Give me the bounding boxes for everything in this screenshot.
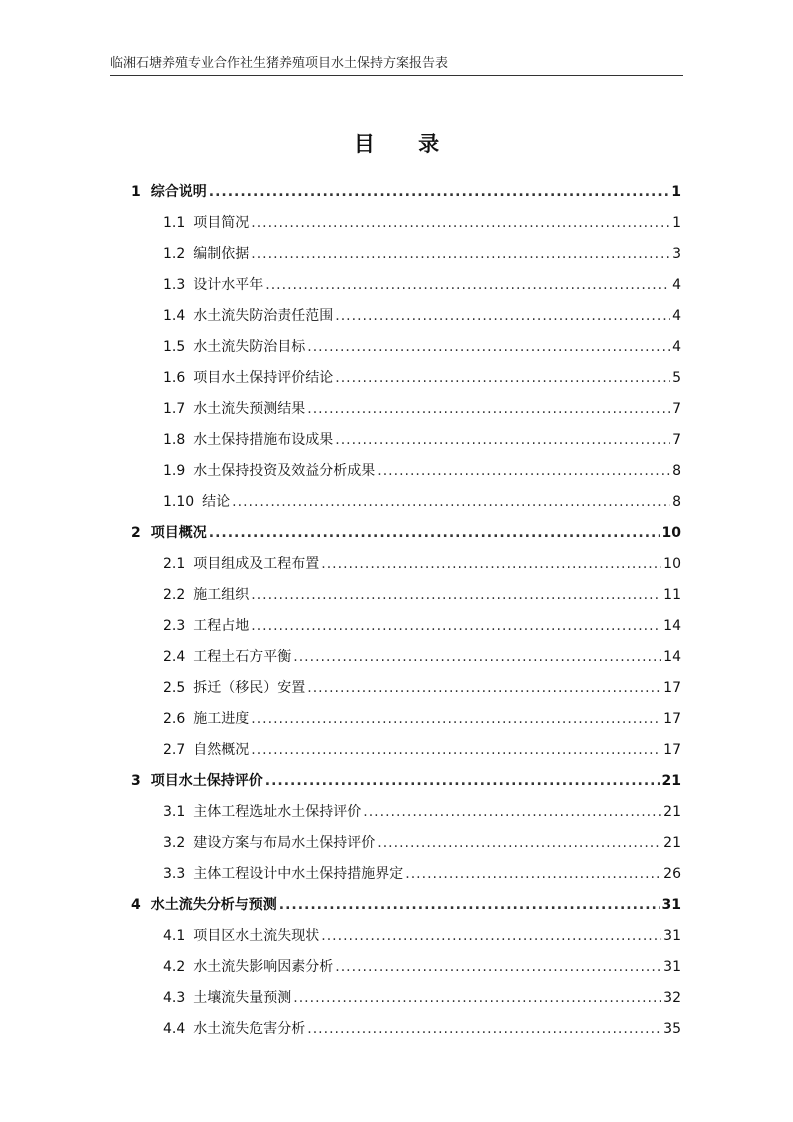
toc-page-number: 7 bbox=[672, 432, 681, 448]
toc-dot-leader bbox=[209, 183, 670, 201]
toc-entry-number: 4 bbox=[131, 897, 141, 913]
toc-section-entry[interactable] bbox=[131, 608, 681, 639]
toc-entry-number: 2.1 bbox=[163, 556, 186, 572]
toc-entry-title: 施工进度 bbox=[193, 711, 250, 727]
toc-page-number: 21 bbox=[663, 835, 681, 851]
toc-entry-number: 4.4 bbox=[163, 1021, 186, 1037]
toc-page-number: 1 bbox=[671, 184, 681, 200]
toc-dot-leader bbox=[307, 679, 661, 697]
toc-section-entry[interactable] bbox=[131, 205, 681, 236]
toc-dot-leader bbox=[251, 214, 670, 232]
toc-page-number: 8 bbox=[672, 463, 681, 479]
toc-page-number: 4 bbox=[672, 277, 681, 293]
toc-page-number: 7 bbox=[672, 401, 681, 417]
toc-entry-number: 2.4 bbox=[163, 649, 186, 665]
toc-page-number: 5 bbox=[672, 370, 681, 386]
toc-entry-title: 项目水土保持评价结论 bbox=[193, 370, 334, 386]
toc-dot-leader bbox=[251, 245, 670, 263]
toc-section-entry[interactable] bbox=[131, 484, 681, 515]
toc-dot-leader bbox=[251, 617, 661, 635]
toc-entry-title: 土壤流失量预测 bbox=[193, 990, 292, 1006]
toc-section-entry[interactable] bbox=[131, 298, 681, 329]
toc-page-number: 17 bbox=[663, 711, 681, 727]
toc-page-number: 21 bbox=[663, 804, 681, 820]
toc-dot-leader bbox=[251, 586, 661, 604]
toc-dot-leader bbox=[377, 462, 670, 480]
toc-entry-title: 工程土石方平衡 bbox=[193, 649, 292, 665]
toc-entry-number: 1.3 bbox=[163, 277, 186, 293]
toc-entry-number: 2.5 bbox=[163, 680, 186, 696]
toc-entry-title: 项目水土保持评价 bbox=[150, 773, 263, 789]
toc-entry-title: 项目概况 bbox=[150, 525, 207, 541]
toc-dot-leader bbox=[251, 710, 661, 728]
toc-section-entry[interactable] bbox=[131, 949, 681, 980]
toc-page-number: 8 bbox=[672, 494, 681, 510]
toc-entry-number: 1.5 bbox=[163, 339, 186, 355]
toc-dot-leader bbox=[321, 927, 661, 945]
toc-section-entry[interactable] bbox=[131, 329, 681, 360]
toc-section-entry[interactable] bbox=[131, 267, 681, 298]
toc-entry-number: 4.2 bbox=[163, 959, 186, 975]
toc-chapter-entry[interactable] bbox=[131, 763, 681, 794]
toc-entry-number: 3.3 bbox=[163, 866, 186, 882]
toc-section-entry[interactable] bbox=[131, 1011, 681, 1042]
toc-entry-number: 1.7 bbox=[163, 401, 186, 417]
toc-entry-title: 编制依据 bbox=[193, 246, 250, 262]
toc-entry-title: 项目区水土流失现状 bbox=[193, 928, 320, 944]
toc-page-number: 10 bbox=[661, 525, 681, 541]
toc-entry-title: 结论 bbox=[202, 494, 231, 510]
toc-dot-leader bbox=[335, 958, 661, 976]
toc-dot-leader bbox=[335, 369, 670, 387]
toc-dot-leader bbox=[293, 648, 661, 666]
toc-entry-number: 1.4 bbox=[163, 308, 186, 324]
toc-dot-leader bbox=[335, 431, 670, 449]
toc-entry-title: 建设方案与布局水土保持评价 bbox=[193, 835, 376, 851]
toc-section-entry[interactable] bbox=[131, 794, 681, 825]
toc-page-number: 4 bbox=[672, 308, 681, 324]
toc-page-number: 31 bbox=[663, 959, 681, 975]
toc-entry-title: 拆迁（移民）安置 bbox=[193, 680, 306, 696]
toc-section-entry[interactable] bbox=[131, 980, 681, 1011]
toc-page-number: 14 bbox=[663, 618, 681, 634]
toc-entry-number: 2.3 bbox=[163, 618, 186, 634]
toc-dot-leader bbox=[307, 338, 670, 356]
toc-section-entry[interactable] bbox=[131, 639, 681, 670]
toc-chapter-entry[interactable] bbox=[131, 887, 681, 918]
toc-entry-title: 主体工程选址水土保持评价 bbox=[193, 804, 362, 820]
toc-dot-leader bbox=[377, 834, 661, 852]
toc-entry-number: 1.2 bbox=[163, 246, 186, 262]
toc-dot-leader bbox=[232, 493, 670, 511]
toc-section-entry[interactable] bbox=[131, 391, 681, 422]
toc-section-entry[interactable] bbox=[131, 701, 681, 732]
toc-entry-title: 水土保持措施布设成果 bbox=[193, 432, 334, 448]
toc-page-number: 1 bbox=[672, 215, 681, 231]
toc-section-entry[interactable] bbox=[131, 577, 681, 608]
toc-entry-title: 水土流失影响因素分析 bbox=[193, 959, 334, 975]
toc-entry-title: 施工组织 bbox=[193, 587, 250, 603]
toc-entry-title: 设计水平年 bbox=[193, 277, 264, 293]
toc-entry-title: 水土流失危害分析 bbox=[193, 1021, 306, 1037]
toc-entry-title: 项目组成及工程布置 bbox=[193, 556, 320, 572]
toc-entry-title: 工程占地 bbox=[193, 618, 250, 634]
toc-page-number: 3 bbox=[672, 246, 681, 262]
toc-entry-number: 2 bbox=[131, 525, 141, 541]
toc-section-entry[interactable] bbox=[131, 422, 681, 453]
toc-dot-leader bbox=[265, 772, 660, 790]
toc-section-entry[interactable] bbox=[131, 732, 681, 763]
toc-entry-number: 3 bbox=[131, 773, 141, 789]
toc-entry-title: 综合说明 bbox=[150, 184, 207, 200]
toc-page-number: 4 bbox=[672, 339, 681, 355]
toc-dot-leader bbox=[363, 803, 661, 821]
toc-page-number: 35 bbox=[663, 1021, 681, 1037]
toc-dot-leader bbox=[279, 896, 660, 914]
toc-dot-leader bbox=[265, 276, 670, 294]
table-of-contents bbox=[131, 174, 681, 1042]
toc-entry-number: 1.6 bbox=[163, 370, 186, 386]
toc-page-number: 31 bbox=[663, 928, 681, 944]
toc-entry-title: 水土流失防治责任范围 bbox=[193, 308, 334, 324]
toc-entry-number: 2.6 bbox=[163, 711, 186, 727]
toc-dot-leader bbox=[209, 524, 660, 542]
toc-page-number: 32 bbox=[663, 990, 681, 1006]
toc-page-number: 11 bbox=[663, 587, 681, 603]
toc-entry-title: 项目简况 bbox=[193, 215, 250, 231]
toc-entry-title: 主体工程设计中水土保持措施界定 bbox=[193, 866, 404, 882]
toc-page-number: 26 bbox=[663, 866, 681, 882]
toc-dot-leader bbox=[251, 741, 661, 759]
toc-entry-title: 水土流失防治目标 bbox=[193, 339, 306, 355]
toc-section-entry[interactable] bbox=[131, 236, 681, 267]
toc-entry-title: 水土流失分析与预测 bbox=[150, 897, 277, 913]
toc-chapter-entry[interactable] bbox=[131, 174, 681, 205]
toc-dot-leader bbox=[405, 865, 661, 883]
toc-entry-number: 3.2 bbox=[163, 835, 186, 851]
toc-dot-leader bbox=[307, 1020, 661, 1038]
toc-entry-number: 2.2 bbox=[163, 587, 186, 603]
toc-dot-leader bbox=[335, 307, 670, 325]
running-header: 临湘石塘养殖专业合作社生猪养殖项目水土保持方案报告表 bbox=[110, 52, 683, 76]
toc-entry-title: 水土流失预测结果 bbox=[193, 401, 306, 417]
toc-page-number: 17 bbox=[663, 680, 681, 696]
toc-entry-number: 1.8 bbox=[163, 432, 186, 448]
toc-page-number: 21 bbox=[661, 773, 681, 789]
toc-page-number: 31 bbox=[661, 897, 681, 913]
toc-entry-number: 1.1 bbox=[163, 215, 186, 231]
toc-entry-number: 2.7 bbox=[163, 742, 186, 758]
toc-page-number: 17 bbox=[663, 742, 681, 758]
toc-chapter-entry[interactable] bbox=[131, 515, 681, 546]
toc-section-entry[interactable] bbox=[131, 918, 681, 949]
toc-dot-leader bbox=[307, 400, 670, 418]
toc-entry-number: 4.3 bbox=[163, 990, 186, 1006]
page-title: 目 录 bbox=[353, 132, 458, 156]
toc-entry-number: 1.10 bbox=[163, 494, 195, 510]
toc-entry-number: 4.1 bbox=[163, 928, 186, 944]
toc-page-number: 14 bbox=[663, 649, 681, 665]
toc-section-entry[interactable] bbox=[131, 453, 681, 484]
toc-entry-number: 1.9 bbox=[163, 463, 186, 479]
toc-dot-leader bbox=[321, 555, 661, 573]
toc-section-entry[interactable] bbox=[131, 670, 681, 701]
toc-section-entry[interactable] bbox=[131, 825, 681, 856]
toc-page-number: 10 bbox=[663, 556, 681, 572]
toc-entry-title: 自然概况 bbox=[193, 742, 250, 758]
toc-section-entry[interactable] bbox=[131, 360, 681, 391]
toc-entry-number: 3.1 bbox=[163, 804, 186, 820]
toc-section-entry[interactable] bbox=[131, 546, 681, 577]
toc-entry-number: 1 bbox=[131, 184, 141, 200]
toc-dot-leader bbox=[293, 989, 661, 1007]
toc-entry-title: 水土保持投资及效益分析成果 bbox=[193, 463, 376, 479]
toc-section-entry[interactable] bbox=[131, 856, 681, 887]
